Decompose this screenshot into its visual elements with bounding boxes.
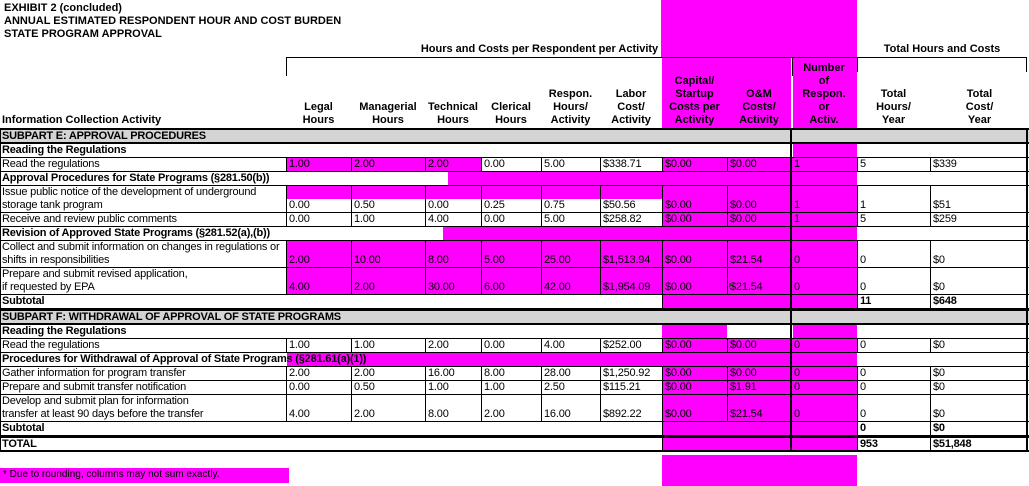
- cell-legal-hours: 4.00: [286, 281, 351, 294]
- item-row: [0, 339, 1029, 353]
- cell-managerial-hours: 2.00: [351, 281, 425, 294]
- cell-number-of-respondents: [791, 268, 857, 281]
- cell-number-of-respondents: 1: [791, 213, 857, 226]
- column-header-total-hours-year: Total Hours/ Year: [876, 88, 911, 126]
- item-row: [0, 367, 1029, 381]
- cell-capital-startup-cost: $0.00: [662, 367, 727, 380]
- cell-om-cost: [727, 268, 791, 281]
- cell-om-cost: [727, 241, 791, 254]
- section-label: SUBPART E: APPROVAL PROCEDURES: [2, 130, 206, 142]
- cell-managerial-hours: 2.00: [351, 158, 425, 171]
- cell-number-of-respondents: 0: [791, 408, 857, 421]
- cell-capital-startup-cost: $0.00: [662, 408, 727, 421]
- number-column-divider: [790, 128, 792, 452]
- subheader-row: [0, 353, 1029, 367]
- cell-total-cost-year: [930, 241, 1029, 254]
- column-header-row: [0, 57, 1029, 128]
- cell-capital-startup-cost: $0.00: [662, 339, 727, 352]
- cell-om-cost: [727, 395, 791, 408]
- cell-legal-hours: 0.00: [286, 199, 351, 212]
- activity-label: Read the regulations: [2, 158, 100, 170]
- item-row: [0, 281, 1029, 295]
- column-header-clerical-hours: Clerical Hours: [491, 101, 531, 126]
- cell-respondent-hours: 0.75: [541, 199, 600, 212]
- subheader-row: [0, 172, 1029, 186]
- highlight-band-below-table: [662, 455, 857, 486]
- cell-technical-hours: [425, 268, 481, 281]
- activity-label: Prepare and submit transfer notification: [2, 381, 186, 393]
- table-border-left: [0, 128, 1, 452]
- exhibit-title-line1: EXHIBIT 2 (concluded): [4, 2, 122, 14]
- cell-labor-cost: $338.71: [600, 158, 662, 171]
- exhibit-title-line3: STATE PROGRAM APPROVAL: [4, 28, 162, 40]
- cell-om-cost: $0.00: [727, 339, 791, 352]
- cell-om-cost: $0.00: [727, 199, 791, 212]
- cell-technical-hours: 4.00: [425, 213, 481, 226]
- cell-legal-hours: 4.00: [286, 408, 351, 421]
- cell-legal-hours: [286, 268, 351, 281]
- cell-labor-cost: $252.00: [600, 339, 662, 352]
- subtotal-row: [0, 422, 1029, 436]
- subheader-row: [0, 227, 1029, 241]
- cell-total-cost-year: $0: [930, 367, 1029, 380]
- column-header-capital-startup-cost: Capital/ Startup Costs per Activity: [669, 75, 720, 126]
- cell-capital-om-merged: [662, 295, 791, 308]
- cell-number-of-respondents: [791, 395, 857, 408]
- cell-number-of-respondents: [791, 295, 857, 308]
- table-border-right: [1026, 128, 1028, 452]
- cell-total-cost-year: $259: [930, 213, 1029, 226]
- subheader-row: [0, 144, 1029, 158]
- cell-capital-om-merged: [662, 422, 791, 435]
- cell-clerical-hours: 6.00: [481, 281, 541, 294]
- cell-total-cost-year: $51: [930, 199, 1029, 212]
- item-row: [0, 408, 1029, 422]
- cell-legal-hours: 2.00: [286, 367, 351, 380]
- cell-total-hours-year: [857, 268, 930, 281]
- column-header-respondent-hours: Respon. Hours/ Activity: [548, 88, 593, 126]
- cell-number-of-respondents: 0: [791, 367, 857, 380]
- group-label-per-activity: Hours and Costs per Respondent per Activity: [420, 43, 659, 55]
- cell-total-cost-year: [930, 268, 1029, 281]
- cell-clerical-hours: 0.00: [481, 158, 541, 171]
- cell-clerical-hours: [481, 268, 541, 281]
- cell-technical-hours: 8.00: [425, 254, 481, 267]
- subheader-label: Reading the Regulations: [2, 144, 127, 156]
- cell-technical-hours: 0.00: [425, 199, 481, 212]
- section-row: [0, 309, 1029, 325]
- cell-managerial-hours: [351, 241, 425, 254]
- cell-capital-startup-cost: $0.00: [662, 213, 727, 226]
- cell-technical-hours: 2.00: [425, 339, 481, 352]
- cell-total-hours-year: 0: [857, 408, 930, 421]
- total-label: Subtotal: [2, 295, 45, 307]
- cell-capital-startup-cost: [662, 186, 727, 199]
- footnote-bar: * Due to rounding, columns may not sum exactly.: [0, 468, 289, 483]
- cell-capital-startup-cost: $0.00: [662, 381, 727, 394]
- activity-label: shifts in responsibilities: [2, 254, 110, 266]
- cell-labor-cost: $1,954.09: [600, 281, 662, 294]
- cell-number-of-respondents: 1: [791, 199, 857, 212]
- cell-managerial-hours: 1.00: [351, 339, 425, 352]
- cell-om-cost: $0.00: [727, 158, 791, 171]
- cell-technical-hours: [425, 395, 481, 408]
- column-header-number-of-respondents: Number of Respon. or Activ.: [802, 62, 846, 126]
- cell-total-cost-year: $0: [930, 422, 1029, 435]
- cell-total-hours-year: [857, 395, 930, 408]
- cell-respondent-hours: 28.00: [541, 367, 600, 380]
- cell-total-cost-year: $0: [930, 408, 1029, 421]
- cell-legal-hours: 1.00: [286, 158, 351, 171]
- cell-total-cost-year: [930, 395, 1029, 408]
- column-header-technical-hours: Technical Hours: [428, 101, 478, 126]
- cell-labor-cost: [600, 395, 662, 408]
- cell-clerical-hours: 1.00: [481, 381, 541, 394]
- activity-label: Read the regulations: [2, 339, 100, 351]
- cell-legal-hours: 2.00: [286, 254, 351, 267]
- cell-total-hours-year: 11: [857, 295, 930, 308]
- item-row: [0, 254, 1029, 268]
- cell-comment-marker: [729, 283, 734, 288]
- cell-clerical-hours: [481, 186, 541, 199]
- cell-clerical-hours: 8.00: [481, 367, 541, 380]
- cell-technical-hours: 1.00: [425, 381, 481, 394]
- cell-total-hours-year: [857, 186, 930, 199]
- cell-number-of-respondents: [791, 422, 857, 435]
- cell-labor-cost: $115.21: [600, 381, 662, 394]
- cell-total-cost-year: $51,848: [930, 438, 1029, 450]
- cell-total-hours-year: 0: [857, 254, 930, 267]
- item-row: [0, 241, 1029, 254]
- cell-clerical-hours: 0.25: [481, 199, 541, 212]
- cell-total-hours-year: 0: [857, 381, 930, 394]
- cell-total-hours-year: 5: [857, 213, 930, 226]
- cell-managerial-hours: [351, 268, 425, 281]
- cell-total-hours-year: 5: [857, 158, 930, 171]
- cell-respondent-hours: [541, 186, 600, 199]
- cell-technical-hours: 2.00: [425, 158, 481, 171]
- activity-label: Develop and submit plan for information: [2, 395, 189, 407]
- cell-managerial-hours: 2.00: [351, 408, 425, 421]
- cell-total-hours-year: 0: [857, 367, 930, 380]
- column-header-managerial-hours: Managerial Hours: [359, 101, 417, 126]
- table-body: [0, 128, 1029, 452]
- item-row: [0, 199, 1029, 213]
- subheader-label: Reading the Regulations: [2, 325, 127, 337]
- cell-om-cost: $21.54: [727, 254, 791, 267]
- cell-clerical-hours: 0.00: [481, 339, 541, 352]
- activity-label: Prepare and submit revised application,: [2, 268, 188, 280]
- cell-technical-hours: 16.00: [425, 367, 481, 380]
- cell-om-cost: $21.54: [727, 408, 791, 421]
- cell-technical-hours: 30.00: [425, 281, 481, 294]
- cell-total-hours-year: 0: [857, 339, 930, 352]
- exhibit-title-line2: ANNUAL ESTIMATED RESPONDENT HOUR AND COST BURDEN: [4, 15, 342, 27]
- cell-clerical-hours: [481, 395, 541, 408]
- column-header-info: Information Collection Activity: [2, 114, 162, 126]
- activity-label: storage tank program: [2, 199, 103, 211]
- cell-total-hours-year: 0: [857, 422, 930, 435]
- activity-label: Receive and review public comments: [2, 213, 177, 225]
- cell-clerical-hours: 2.00: [481, 408, 541, 421]
- cell-number-of-respondents: 0: [791, 254, 857, 267]
- cell-labor-cost: [600, 186, 662, 199]
- cell-respondent-hours: 5.00: [541, 213, 600, 226]
- activity-label: Issue public notice of the development of underground: [2, 186, 257, 198]
- cell-total-cost-year: $0: [930, 339, 1029, 352]
- column-header-legal-hours: Legal Hours: [302, 101, 335, 126]
- item-row: [0, 395, 1029, 408]
- cell-clerical-hours: [481, 241, 541, 254]
- cell-total-hours-year: 953: [857, 438, 930, 450]
- cell-respondent-hours: 16.00: [541, 408, 600, 421]
- column-header-om-cost: O&M Costs/ Activity: [739, 88, 779, 126]
- subheader-row: [0, 325, 1029, 339]
- cell-respondent-hours: [541, 241, 600, 254]
- cell-clerical-hours: 5.00: [481, 254, 541, 267]
- cell-clerical-hours: 0.00: [481, 213, 541, 226]
- item-row: [0, 381, 1029, 395]
- cell-capital-startup-cost: $0.00: [662, 254, 727, 267]
- cell-om-cost: $0.00: [727, 367, 791, 380]
- cell-number-of-respondents: [791, 241, 857, 254]
- cell-legal-hours: 0.00: [286, 213, 351, 226]
- cell-total-cost-year: $0: [930, 281, 1029, 294]
- cell-legal-hours: 1.00: [286, 339, 351, 352]
- total-label: TOTAL: [2, 438, 37, 450]
- cell-number-of-respondents: [791, 186, 857, 199]
- subheader-label: Procedures for Withdrawal of Approval of State Programs (§281.61(a)(1)): [2, 353, 367, 365]
- cell-technical-hours: 8.00: [425, 408, 481, 421]
- cell-capital-startup-cost: $0.00: [662, 199, 727, 212]
- cell-technical-hours: [425, 186, 481, 199]
- cell-total-hours-year: 1: [857, 199, 930, 212]
- cell-respondent-hours: 25.00: [541, 254, 600, 267]
- cell-number-of-respondents: [791, 438, 857, 450]
- cell-legal-hours: [286, 241, 351, 254]
- cell-managerial-hours: 1.00: [351, 213, 425, 226]
- cell-labor-cost: [600, 268, 662, 281]
- cell-labor-cost: $1,513.94: [600, 254, 662, 267]
- cell-respondent-hours: 4.00: [541, 339, 600, 352]
- cell-total-cost-year: $0: [930, 381, 1029, 394]
- cell-labor-cost: $892.22: [600, 408, 662, 421]
- column-header-total-cost-year: Total Cost/ Year: [965, 88, 994, 126]
- cell-respondent-hours: 2.50: [541, 381, 600, 394]
- cell-respondent-hours: 5.00: [541, 158, 600, 171]
- cell-technical-hours: [425, 241, 481, 254]
- cell-legal-hours: [286, 186, 351, 199]
- cell-om-cost: $21.54: [727, 281, 791, 294]
- cell-respondent-hours: [541, 268, 600, 281]
- cell-managerial-hours: [351, 395, 425, 408]
- cell-respondent-hours: 42.00: [541, 281, 600, 294]
- cell-total-cost-year: $0: [930, 254, 1029, 267]
- cell-om-cost: [727, 186, 791, 199]
- group-label-totals: Total Hours and Costs: [883, 43, 1001, 55]
- cell-total-cost-year: [930, 186, 1029, 199]
- cell-labor-cost: [600, 241, 662, 254]
- activity-label: Collect and submit information on changes in regulations or: [2, 241, 280, 253]
- cell-managerial-hours: 0.50: [351, 381, 425, 394]
- exhibit-title-block: [4, 2, 341, 41]
- cell-total-cost-year: $648: [930, 295, 1029, 308]
- cell-total-cost-year: $339: [930, 158, 1029, 171]
- subtotal-row: [0, 295, 1029, 309]
- cell-capital-om-merged: [662, 438, 791, 450]
- total-label: Subtotal: [2, 422, 45, 434]
- section-row: [0, 128, 1029, 144]
- cell-legal-hours: 0.00: [286, 381, 351, 394]
- subheader-label: Approval Procedures for State Programs (§281.50(b)): [2, 172, 270, 184]
- column-header-labor-cost: Labor Cost/ Activity: [611, 88, 651, 126]
- item-row: [0, 158, 1029, 172]
- cell-number-of-respondents: 1: [791, 158, 857, 171]
- cell-number-of-respondents: 0: [791, 339, 857, 352]
- cell-total-hours-year: 0: [857, 281, 930, 294]
- cell-capital-startup-cost: [662, 268, 727, 281]
- cell-respondent-hours: [541, 395, 600, 408]
- cell-managerial-hours: [351, 186, 425, 199]
- cell-om-cost: $0.00: [727, 213, 791, 226]
- cell-managerial-hours: 2.00: [351, 367, 425, 380]
- cell-labor-cost: $1,250.92: [600, 367, 662, 380]
- cell-number-of-respondents: 0: [791, 381, 857, 394]
- cell-labor-cost: $50.56: [600, 199, 662, 212]
- activity-label: Gather information for program transfer: [2, 367, 186, 379]
- cell-managerial-hours: 0.50: [351, 199, 425, 212]
- cell-capital-startup-cost: [662, 395, 727, 408]
- subheader-label: Revision of Approved State Programs (§281.52(a),(b)): [2, 227, 270, 239]
- cell-managerial-hours: 10.00: [351, 254, 425, 267]
- cell-total-hours-year: [857, 241, 930, 254]
- grand-total-row: [0, 436, 1029, 452]
- cell-capital-startup-cost: [662, 241, 727, 254]
- activity-label: transfer at least 90 days before the transfer: [2, 408, 204, 420]
- cell-labor-cost: $258.82: [600, 213, 662, 226]
- section-label: SUBPART F: WITHDRAWAL OF APPROVAL OF STATE PROGRAMS: [2, 311, 341, 323]
- cell-number-of-respondents: 0: [791, 281, 857, 294]
- item-row: [0, 268, 1029, 281]
- item-row: [0, 213, 1029, 227]
- item-row: [0, 186, 1029, 199]
- activity-label: if requested by EPA: [2, 281, 95, 293]
- cell-legal-hours: [286, 395, 351, 408]
- cell-capital-startup-cost: $0.00: [662, 158, 727, 171]
- cell-om-cost: $1.91: [727, 381, 791, 394]
- cell-capital-startup-cost: $0.00: [662, 281, 727, 294]
